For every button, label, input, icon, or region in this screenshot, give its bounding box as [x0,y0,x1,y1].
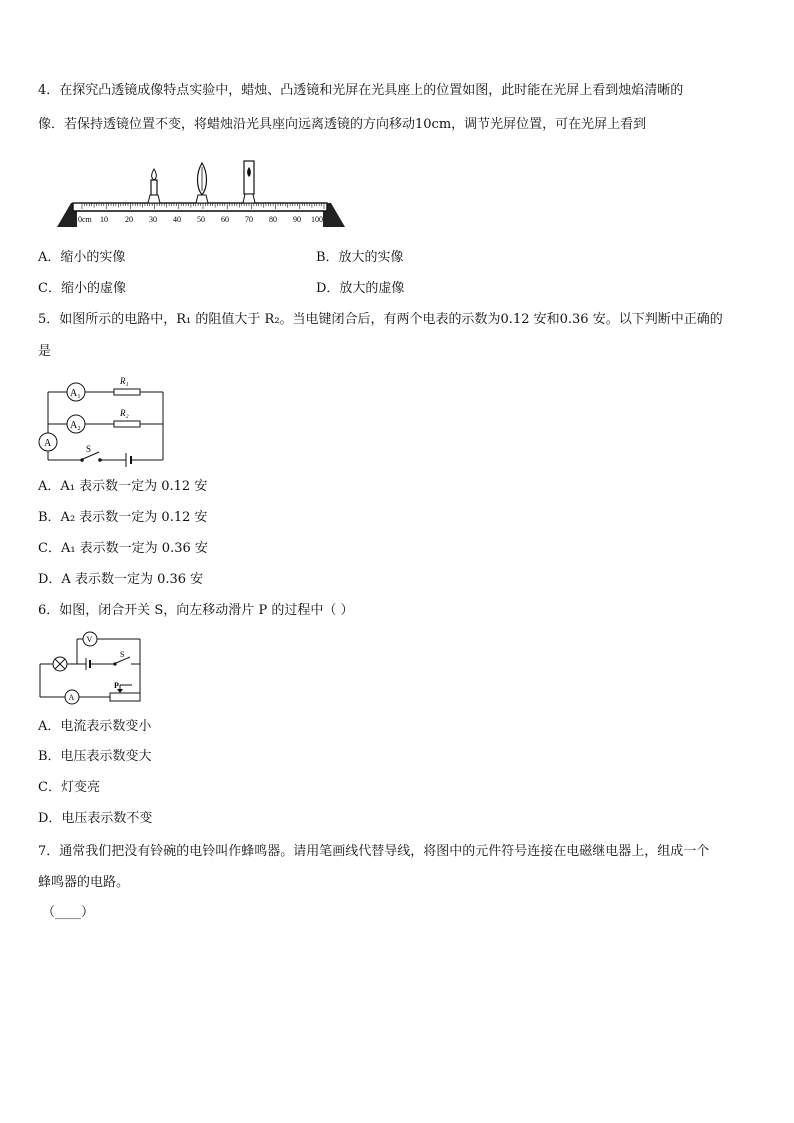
bench-tick-label: 90 [293,215,301,224]
q7-stem-line1: 7．通常我们把没有铃碗的电铃叫作蜂鸣器。请用笔画线代替导线，将图中的元件符号连接在电磁继电器上，组成一个 [38,844,710,859]
bench-tick-label: 50 [197,215,205,224]
slider-p-label: P [114,681,119,690]
q7-stem-line2: 蜂鸣器的电路。 [38,875,130,890]
ammeter-label: A [68,693,75,702]
ammeter-a2-label: A₂ [70,420,81,431]
bench-tick-label: 20 [125,215,133,224]
q5-option-c[interactable]: C．A₁ 表示数一定为 0.36 安 [38,541,208,556]
q6-option-c[interactable]: C．灯变亮 [38,780,100,795]
q6-option-d[interactable]: D．电压表示数不变 [38,811,153,826]
q4-option-a[interactable]: A．缩小的实像 [38,250,126,265]
resistor-r2-icon [114,421,140,427]
bench-tick-label: 10 [100,215,108,224]
q5-option-a[interactable]: A．A₁ 表示数一定为 0.12 安 [38,479,208,494]
bench-tick-label: 30 [149,215,157,224]
bench-tick-label: 40 [173,215,181,224]
q4-stem-line1: 4．在探究凸透镜成像特点实验中，蜡烛、凸透镜和光屏在光具座上的位置如图，此时能在光屏上看到烛焰清晰的 [38,83,684,98]
q4-option-c[interactable]: C．缩小的虚像 [38,281,126,296]
q4-stem-line2: 像．若保持透镜位置不变，将蜡烛沿光具座向远离透镜的方向移动10cm，调节光屏位置，可在光屏上看到 [38,117,647,132]
convex-lens-icon [196,163,208,203]
q6-option-a[interactable]: A．电流表示数变小 [38,719,152,734]
ammeter-a1-label: A₁ [70,388,81,399]
q5-stem-line2: 是 [38,344,52,359]
voltmeter-label: V [86,635,93,644]
rheostat-icon [110,693,140,701]
bench-tick-label: 100 [311,215,323,224]
q5-option-b[interactable]: B．A₂ 表示数一定为 0.12 安 [38,510,208,525]
series-circuit-figure [36,630,146,706]
switch-s-label: S [120,650,125,659]
q4-option-b[interactable]: B．放大的实像 [316,250,404,265]
light-screen-icon [243,161,255,203]
q4-option-d[interactable]: D．放大的虚像 [316,281,405,296]
q5-stem-line1: 5．如图所示的电路中，R₁ 的阻值大于 R₂。当电键闭合后，有两个电表的示数为0.12 安和0.36 安。以下判断中正确的 [38,312,723,327]
q7-answer-blank[interactable]: （____） [42,905,95,920]
resistor-r1-icon [114,389,140,395]
q6-stem-line1: 6．如图，闭合开关 S，向左移动滑片 P 的过程中（ ） [38,603,354,618]
q5-option-d[interactable]: D．A 表示数一定为 0.36 安 [38,572,204,587]
switch-s-label: S [86,444,92,454]
bench-tick-label: 0cm [78,215,92,224]
q6-option-b[interactable]: B．电压表示数变大 [38,749,152,764]
parallel-circuit-figure [36,372,171,468]
bench-tick-label: 80 [269,215,277,224]
resistor-r1-label: R₁ [120,376,129,386]
resistor-r2-label: R₂ [120,408,129,418]
bench-tick-label: 70 [245,215,253,224]
optical-bench-figure [55,155,345,235]
ammeter-a-label: A [44,438,52,449]
candle-icon [148,169,160,203]
bench-tick-label: 60 [221,215,229,224]
